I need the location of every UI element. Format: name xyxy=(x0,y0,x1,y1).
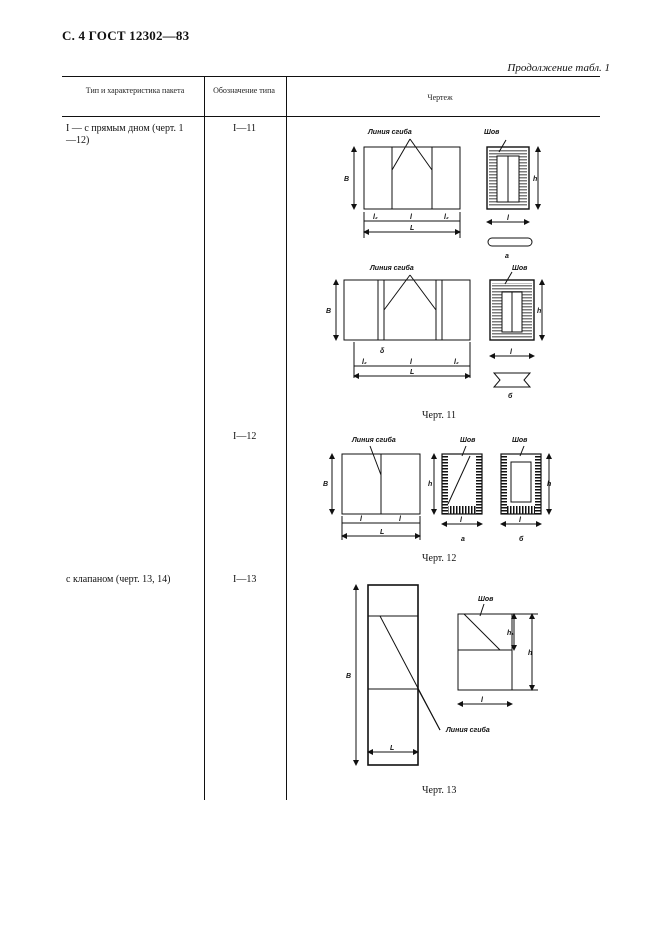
label-seam-11b: Шов xyxy=(512,265,528,272)
label-B-11a: B xyxy=(344,176,350,183)
label-seam-12b: Шов xyxy=(512,437,528,444)
label-l2-11b-right: l₂ xyxy=(454,359,459,366)
label-h-11a: h xyxy=(533,176,538,183)
label-b-12: б xyxy=(519,536,524,543)
label-B-12: B xyxy=(323,481,329,488)
label-a-11: а xyxy=(505,253,509,260)
label-fold-line-12: Линия сгиба xyxy=(352,437,396,444)
table-continuation-note: Продолжение табл. 1 xyxy=(507,62,610,74)
label-h1-13: h₁ xyxy=(507,630,514,637)
row-3-type-description: с клапаном (черт. 13, 14) xyxy=(66,574,171,585)
row-3-caption: Черт. 13 xyxy=(422,785,457,796)
label-delta-11b: δ xyxy=(380,348,385,355)
page-header: С. 4 ГОСТ 12302—83 xyxy=(62,28,190,43)
label-h-13: h xyxy=(528,650,533,657)
label-l-13-side: l xyxy=(481,697,483,704)
label-b-11: б xyxy=(508,393,513,400)
label-B-11b: B xyxy=(326,308,332,315)
label-l-11b: l xyxy=(410,359,412,366)
label-L-11a: L xyxy=(410,225,415,232)
row-1-caption: Черт. 11 xyxy=(422,410,457,421)
label-l-12-right: l xyxy=(399,516,401,523)
row-2-caption: Черт. 12 xyxy=(422,553,457,564)
label-l-11b-side: l xyxy=(510,349,512,356)
column-header-drawing: Чертеж xyxy=(427,93,453,102)
label-L-13: L xyxy=(390,745,395,752)
label-L-12: L xyxy=(380,529,385,536)
label-l-12-left: l xyxy=(360,516,362,523)
label-L-11b: L xyxy=(410,369,415,376)
row-1-type-code: I—11 xyxy=(233,123,256,134)
label-seam-12a: Шов xyxy=(460,437,476,444)
label-l2-11a-right: l₂ xyxy=(444,214,449,221)
column-header-type: Тип и характеристика пакета xyxy=(85,86,185,95)
column-header-code: Обозначение типа xyxy=(213,86,275,95)
label-h-12b: h xyxy=(547,481,552,488)
label-l-11a-side: l xyxy=(507,215,509,222)
label-fold-line-11b: Линия сгиба xyxy=(370,265,414,272)
row-3-type-code: I—13 xyxy=(233,574,257,585)
label-l2-11a-left: l₂ xyxy=(373,214,378,221)
label-fold-line-13: Линия сгиба xyxy=(446,727,490,734)
label-seam-11a: Шов xyxy=(484,129,500,136)
label-l-11a: l xyxy=(410,214,412,221)
label-l2-11b-left: l₂ xyxy=(362,359,367,366)
label-B-13: B xyxy=(346,673,352,680)
label-seam-13: Шов xyxy=(478,596,494,603)
label-h-11b: h xyxy=(537,308,542,315)
label-a-12: а xyxy=(461,536,465,543)
label-h-12a: h xyxy=(428,481,433,488)
row-2-type-code: I—12 xyxy=(233,431,257,442)
label-l-12a-side: l xyxy=(460,517,462,524)
row-1-type-description: I — с прямым дном (черт. 1—12) xyxy=(66,123,184,146)
label-fold-line-11a: Линия сгиба xyxy=(368,129,412,136)
label-l-12b-side: l xyxy=(519,517,521,524)
